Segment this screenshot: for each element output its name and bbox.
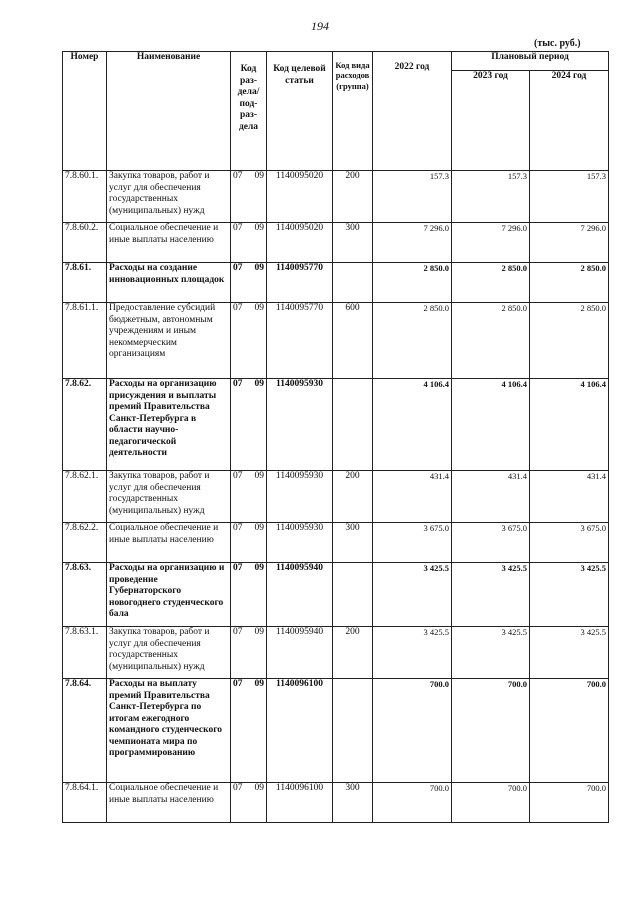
row-target-code: 1140096100 [267, 783, 333, 823]
row-name: Расходы на организацию и проведение Губернаторского новогоднего студенческого бала [107, 563, 231, 627]
row-amount-2022: 7 296.0 [373, 223, 452, 263]
table-row [63, 171, 609, 223]
row-expense-code [333, 263, 373, 303]
row-target-code: 1140095940 [267, 627, 333, 679]
row-amount-2024: 3 675.0 [530, 523, 609, 563]
row-expense-code: 300 [333, 223, 373, 263]
row-name: Социальное обеспечение и иные выплаты населению [107, 783, 231, 823]
table-row [63, 471, 609, 523]
row-target-code: 1140095770 [267, 303, 333, 379]
row-subsection: 09 [249, 223, 267, 263]
header-section-code: Код раз- дела/ под- раз- дела [231, 52, 267, 171]
page-number: 194 [311, 19, 329, 33]
row-expense-code [333, 679, 373, 783]
row-amount-2024: 7 296.0 [530, 223, 609, 263]
row-name: Расходы на создание инновационных площадок [107, 263, 231, 303]
table-row [63, 563, 609, 627]
row-amount-2023: 4 106.4 [452, 379, 530, 471]
row-amount-2022: 2 850.0 [373, 303, 452, 379]
row-amount-2023: 3 425.5 [452, 563, 530, 627]
row-target-code: 1140095940 [267, 563, 333, 627]
header-planned-period: Плановый период [452, 52, 609, 71]
row-amount-2024: 700.0 [530, 783, 609, 823]
row-amount-2022: 431.4 [373, 471, 452, 523]
table-row [63, 263, 609, 303]
row-amount-2023: 700.0 [452, 679, 530, 783]
row-number: 7.8.61.1. [63, 303, 107, 379]
header-year-2023: 2023 год [452, 71, 530, 171]
row-name: Социальное обеспечение и иные выплаты населению [107, 523, 231, 563]
row-number: 7.8.63. [63, 563, 107, 627]
header-year-2024: 2024 год [530, 71, 609, 171]
row-amount-2022: 157.3 [373, 171, 452, 223]
row-amount-2024: 3 425.5 [530, 563, 609, 627]
row-subsection: 09 [249, 783, 267, 823]
budget-table [62, 51, 609, 823]
row-amount-2024: 157.3 [530, 171, 609, 223]
row-expense-code: 600 [333, 303, 373, 379]
row-section: 07 [231, 563, 249, 627]
row-section: 07 [231, 171, 249, 223]
row-number: 7.8.62.1. [63, 471, 107, 523]
row-amount-2023: 157.3 [452, 171, 530, 223]
row-number: 7.8.60.2. [63, 223, 107, 263]
row-subsection: 09 [249, 523, 267, 563]
row-section: 07 [231, 379, 249, 471]
row-subsection: 09 [249, 379, 267, 471]
row-amount-2023: 3 675.0 [452, 523, 530, 563]
row-target-code: 1140095930 [267, 379, 333, 471]
row-section: 07 [231, 263, 249, 303]
row-subsection: 09 [249, 627, 267, 679]
row-number: 7.8.62. [63, 379, 107, 471]
row-subsection: 09 [249, 171, 267, 223]
table-row [63, 627, 609, 679]
row-number: 7.8.63.1. [63, 627, 107, 679]
row-name: Закупка товаров, работ и услуг для обеспечения государственных (муниципальных) нужд [107, 627, 231, 679]
row-expense-code: 200 [333, 627, 373, 679]
row-number: 7.8.60.1. [63, 171, 107, 223]
row-amount-2022: 3 675.0 [373, 523, 452, 563]
row-expense-code: 300 [333, 783, 373, 823]
row-amount-2024: 2 850.0 [530, 303, 609, 379]
row-amount-2022: 700.0 [373, 679, 452, 783]
row-amount-2024: 2 850.0 [530, 263, 609, 303]
row-target-code: 1140096100 [267, 679, 333, 783]
row-name: Закупка товаров, работ и услуг для обеспечения государственных (муниципальных) нужд [107, 171, 231, 223]
header-expense-code: Код вида расходов (группа) [333, 52, 373, 171]
header-year-2022: 2022 год [373, 52, 452, 171]
row-target-code: 1140095930 [267, 471, 333, 523]
row-section: 07 [231, 471, 249, 523]
row-amount-2023: 2 850.0 [452, 263, 530, 303]
row-amount-2022: 4 106.4 [373, 379, 452, 471]
row-amount-2023: 2 850.0 [452, 303, 530, 379]
table-row [63, 303, 609, 379]
row-subsection: 09 [249, 263, 267, 303]
table-row [63, 523, 609, 563]
header-name: Наименование [107, 52, 231, 171]
row-target-code: 1140095930 [267, 523, 333, 563]
row-name: Социальное обеспечение и иные выплаты населению [107, 223, 231, 263]
row-subsection: 09 [249, 679, 267, 783]
row-amount-2022: 3 425.5 [373, 563, 452, 627]
row-amount-2023: 3 425.5 [452, 627, 530, 679]
row-section: 07 [231, 223, 249, 263]
row-subsection: 09 [249, 563, 267, 627]
row-amount-2024: 431.4 [530, 471, 609, 523]
row-name: Предоставление субсидий бюджетным, автономным учреждениям и иным некоммерческим организациям [107, 303, 231, 379]
row-amount-2022: 3 425.5 [373, 627, 452, 679]
row-expense-code: 300 [333, 523, 373, 563]
row-number: 7.8.62.2. [63, 523, 107, 563]
row-section: 07 [231, 627, 249, 679]
row-amount-2023: 431.4 [452, 471, 530, 523]
row-amount-2024: 3 425.5 [530, 627, 609, 679]
row-section: 07 [231, 679, 249, 783]
row-expense-code [333, 379, 373, 471]
row-number: 7.8.61. [63, 263, 107, 303]
row-amount-2022: 2 850.0 [373, 263, 452, 303]
row-name: Расходы на выплату премий Правительства Санкт-Петербурга по итогам ежегодного командного студенческого чемпионата мира по программированию [107, 679, 231, 783]
units-label: (тыс. руб.) [534, 38, 581, 49]
row-amount-2023: 7 296.0 [452, 223, 530, 263]
table-header [63, 52, 609, 171]
table-row [63, 679, 609, 783]
row-number: 7.8.64. [63, 679, 107, 783]
row-expense-code [333, 563, 373, 627]
row-number: 7.8.64.1. [63, 783, 107, 823]
header-target-code: Код целевой статьи [267, 52, 333, 171]
row-target-code: 1140095020 [267, 223, 333, 263]
row-section: 07 [231, 783, 249, 823]
row-expense-code: 200 [333, 171, 373, 223]
row-section: 07 [231, 303, 249, 379]
row-name: Расходы на организацию присуждения и выплаты премий Правительства Санкт-Петербурга в области научно-педагогической деятельности [107, 379, 231, 471]
row-target-code: 1140095020 [267, 171, 333, 223]
header-number: Номер [63, 52, 107, 171]
row-amount-2022: 700.0 [373, 783, 452, 823]
row-subsection: 09 [249, 471, 267, 523]
table-row [63, 379, 609, 471]
row-amount-2024: 700.0 [530, 679, 609, 783]
row-expense-code: 200 [333, 471, 373, 523]
table-row [63, 223, 609, 263]
row-target-code: 1140095770 [267, 263, 333, 303]
row-subsection: 09 [249, 303, 267, 379]
row-amount-2024: 4 106.4 [530, 379, 609, 471]
table-row [63, 783, 609, 823]
row-name: Закупка товаров, работ и услуг для обеспечения государственных (муниципальных) нужд [107, 471, 231, 523]
row-section: 07 [231, 523, 249, 563]
row-amount-2023: 700.0 [452, 783, 530, 823]
